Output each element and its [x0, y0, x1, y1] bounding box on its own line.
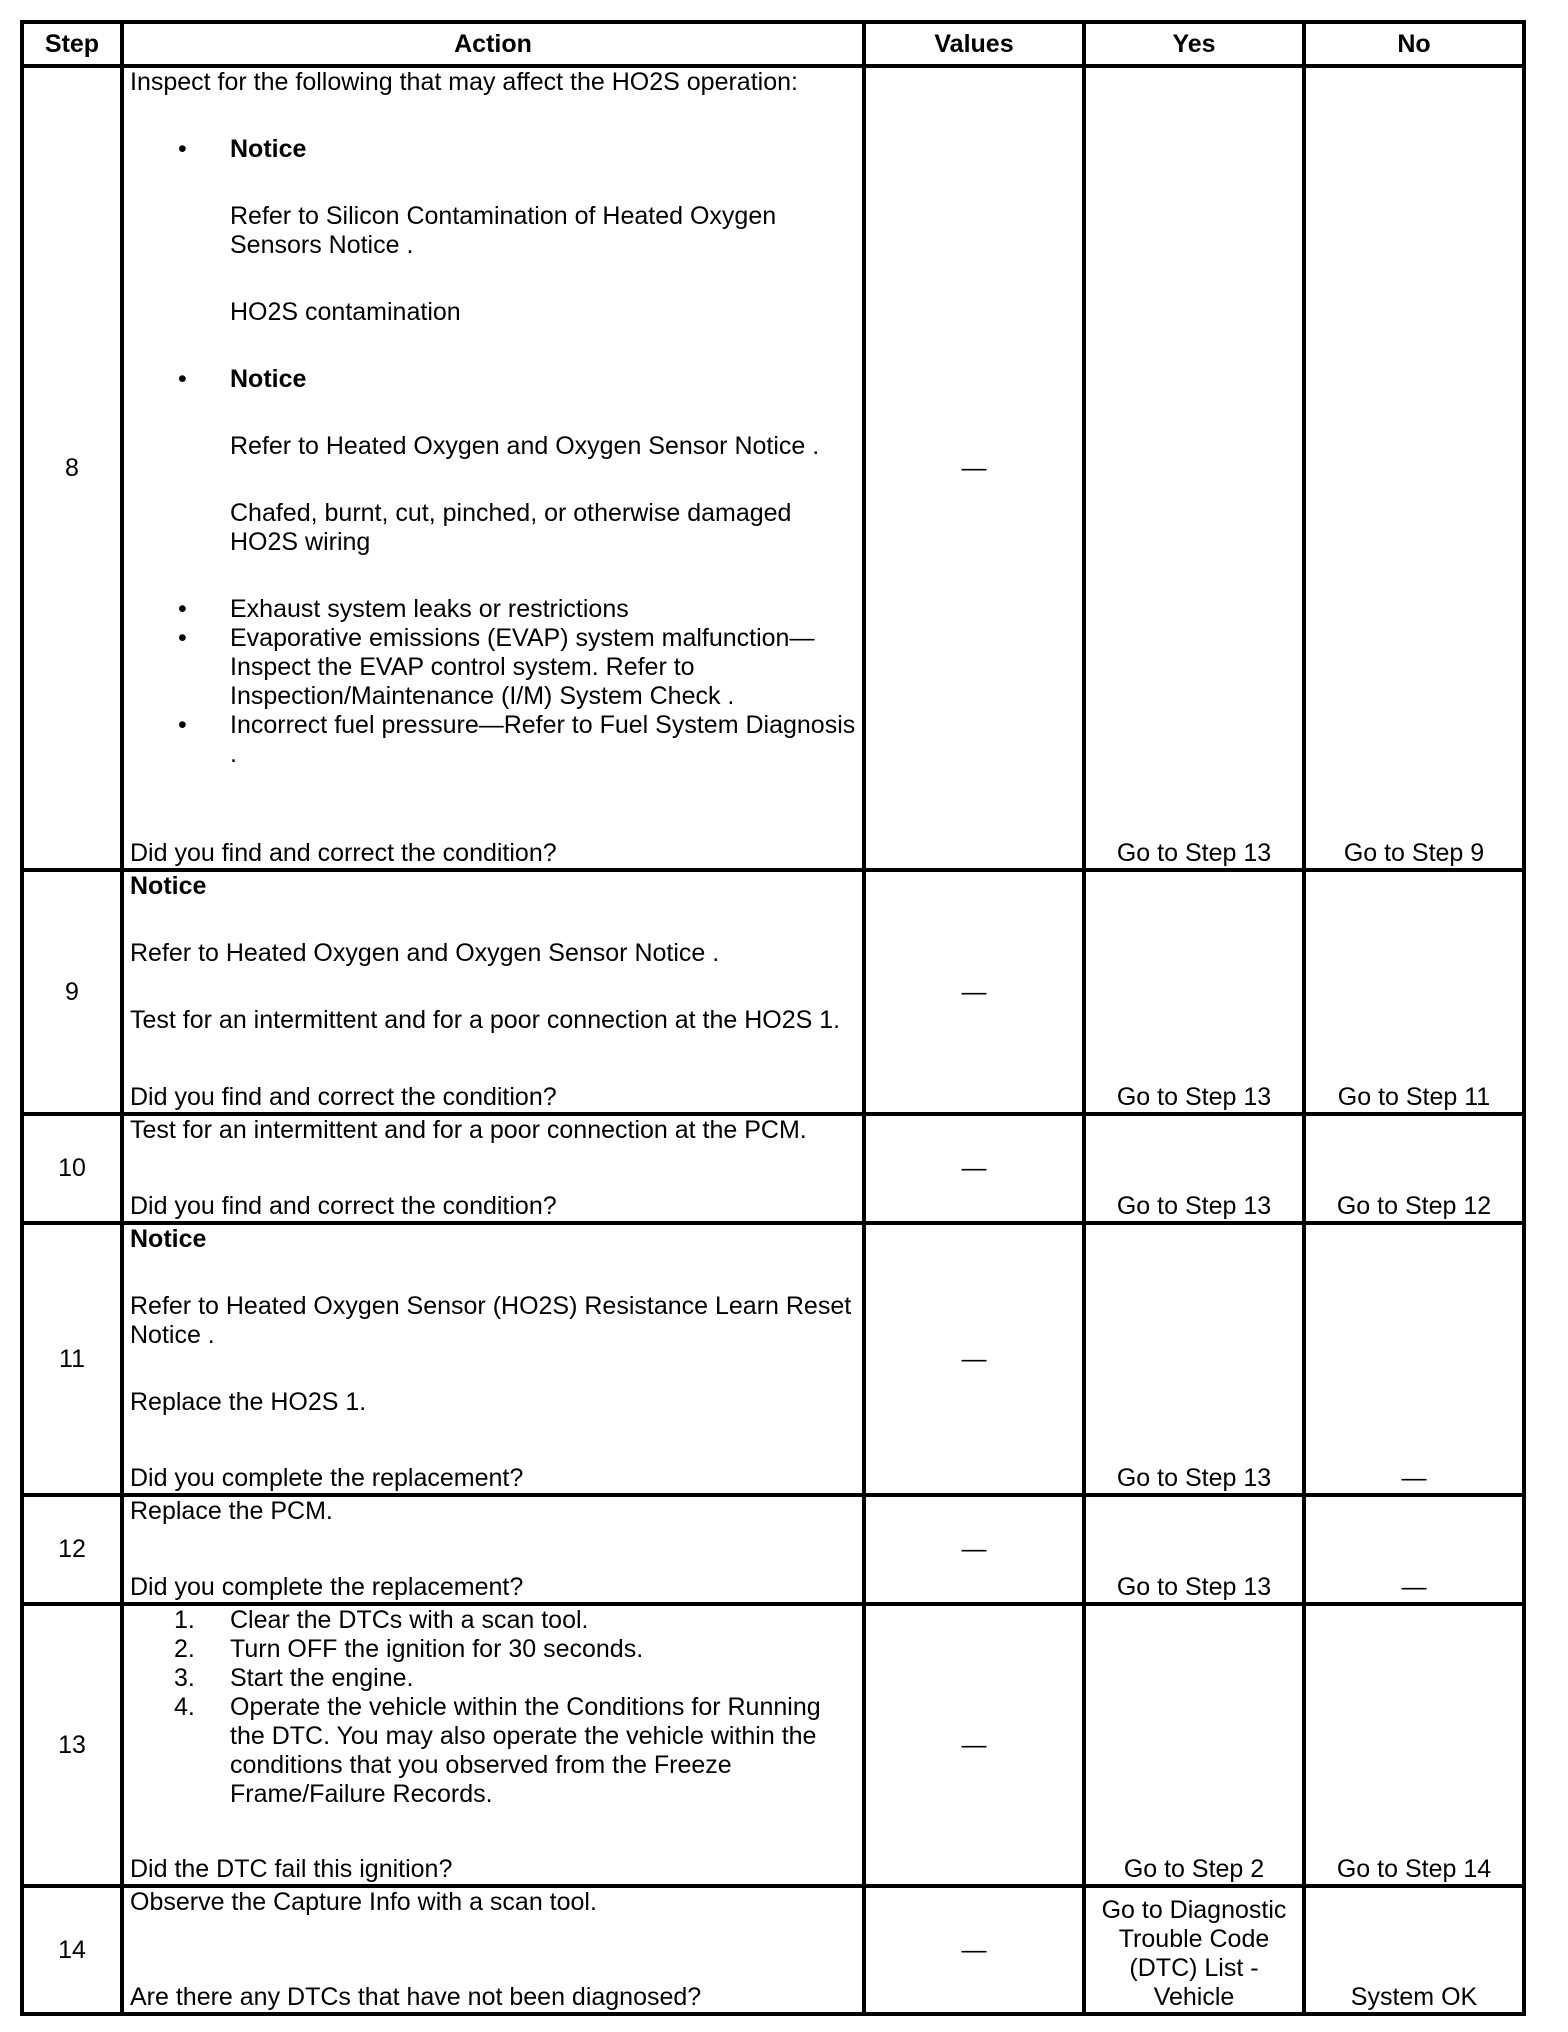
- notice-reference: Refer to Heated Oxygen and Oxygen Sensor Notice .: [230, 432, 820, 460]
- yes-cell: Go to Step 13: [1084, 870, 1304, 1114]
- bullet-icon: •: [178, 365, 187, 393]
- action-text: Test for an intermittent and for a poor connection at the HO2S 1.: [130, 1006, 841, 1034]
- action-cell: [122, 1114, 864, 1223]
- values-cell: —: [864, 1886, 1084, 2014]
- diagnostic-table: [20, 20, 1526, 2016]
- inspection-list: [130, 135, 856, 769]
- no-cell: Go to Step 14: [1304, 1604, 1524, 1886]
- header-values: Values: [864, 22, 1084, 66]
- table-row: [22, 1223, 1524, 1495]
- no-cell: —: [1304, 1495, 1524, 1604]
- list-number: 2.: [174, 1635, 195, 1663]
- action-text: Replace the HO2S 1.: [130, 1388, 367, 1416]
- notice-reference: Refer to Heated Oxygen Sensor (HO2S) Resistance Learn Reset Notice .: [130, 1292, 852, 1349]
- procedure-list: [130, 1606, 856, 1809]
- yes-cell: Go to Step 13: [1084, 1495, 1304, 1604]
- yes-cell: Go to Step 13: [1084, 66, 1304, 870]
- notice-title: Notice: [130, 1225, 207, 1253]
- step-number: 9: [22, 870, 122, 1114]
- action-question: Did you complete the replacement?: [130, 1573, 524, 1601]
- list-item-text: Evaporative emissions (EVAP) system malfunction—Inspect the EVAP control system. Refer to Inspection/Maintenance (I/M) System Check .: [230, 624, 815, 710]
- action-cell: [122, 1223, 864, 1495]
- notice-title: Notice: [130, 872, 207, 900]
- notice-title: Notice: [230, 135, 307, 163]
- bullet-icon: •: [178, 595, 187, 623]
- list-item: [130, 1606, 856, 1635]
- bullet-icon: •: [178, 624, 187, 652]
- header-action: Action: [122, 22, 864, 66]
- values-cell: —: [864, 1604, 1084, 1886]
- action-question: Did the DTC fail this ignition?: [130, 1855, 453, 1883]
- no-cell: Go to Step 12: [1304, 1114, 1524, 1223]
- values-cell: —: [864, 1223, 1084, 1495]
- list-item-text: Chafed, burnt, cut, pinched, or otherwise damaged HO2S wiring: [230, 499, 792, 556]
- list-item-text: Incorrect fuel pressure—Refer to Fuel System Diagnosis .: [230, 711, 856, 768]
- table-row: [22, 1495, 1524, 1604]
- list-item-text: Operate the vehicle within the Conditions for Running the DTC. You may also operate the vehicle within the conditions that you observed from the Freeze Frame/Failure Records.: [230, 1693, 821, 1808]
- action-cell: [122, 870, 864, 1114]
- table-row: [22, 870, 1524, 1114]
- action-intro: Inspect for the following that may affect the HO2S operation:: [130, 68, 798, 96]
- header-yes: Yes: [1084, 22, 1304, 66]
- notice-reference: Refer to Heated Oxygen and Oxygen Sensor Notice .: [130, 939, 720, 967]
- list-item: [130, 135, 856, 365]
- step-number: 12: [22, 1495, 122, 1604]
- yes-cell: Go to Step 2: [1084, 1604, 1304, 1886]
- action-question: Did you find and correct the condition?: [130, 839, 557, 867]
- no-cell: Go to Step 9: [1304, 66, 1524, 870]
- header-row: [22, 22, 1524, 66]
- list-number: 3.: [174, 1664, 195, 1692]
- table-row: [22, 1114, 1524, 1223]
- action-question: Did you find and correct the condition?: [130, 1192, 557, 1220]
- notice-reference: Refer to Silicon Contamination of Heated Oxygen Sensors Notice .: [230, 202, 777, 259]
- bullet-icon: •: [178, 711, 187, 739]
- values-cell: —: [864, 870, 1084, 1114]
- list-item-text: Clear the DTCs with a scan tool.: [230, 1606, 589, 1634]
- action-cell: [122, 1495, 864, 1604]
- values-cell: —: [864, 1114, 1084, 1223]
- yes-cell: Go to Step 13: [1084, 1114, 1304, 1223]
- step-number: 10: [22, 1114, 122, 1223]
- list-item: [130, 624, 856, 711]
- yes-cell: Go to Step 13: [1084, 1223, 1304, 1495]
- list-item-text: Start the engine.: [230, 1664, 414, 1692]
- list-item-text: HO2S contamination: [230, 298, 461, 326]
- list-item: [130, 1664, 856, 1693]
- table-row: [22, 1886, 1524, 2014]
- step-number: 8: [22, 66, 122, 870]
- values-cell: —: [864, 66, 1084, 870]
- list-number: 4.: [174, 1693, 195, 1721]
- list-item: [130, 1693, 856, 1809]
- header-step: Step: [22, 22, 122, 66]
- values-cell: —: [864, 1495, 1084, 1604]
- list-item: [130, 711, 856, 769]
- list-item: [130, 365, 856, 595]
- list-item: [130, 1635, 856, 1664]
- no-cell: System OK: [1304, 1886, 1524, 2014]
- table-row: [22, 1604, 1524, 1886]
- action-question: Did you complete the replacement?: [130, 1464, 524, 1492]
- notice-title: Notice: [230, 365, 307, 393]
- action-text: Test for an intermittent and for a poor connection at the PCM.: [130, 1116, 807, 1144]
- step-number: 14: [22, 1886, 122, 2014]
- header-no: No: [1304, 22, 1524, 66]
- action-text: Replace the PCM.: [130, 1497, 333, 1525]
- step-number: 11: [22, 1223, 122, 1495]
- list-number: 1.: [174, 1606, 195, 1634]
- list-item: [130, 595, 856, 624]
- list-item-text: Exhaust system leaks or restrictions: [230, 595, 629, 623]
- yes-cell: Go to Diagnostic Trouble Code (DTC) List - Vehicle: [1084, 1886, 1304, 2014]
- action-cell: [122, 66, 864, 870]
- action-question: Did you find and correct the condition?: [130, 1083, 557, 1111]
- table-row: [22, 66, 1524, 870]
- action-cell: [122, 1604, 864, 1886]
- action-question: Are there any DTCs that have not been diagnosed?: [130, 1983, 702, 2011]
- list-item-text: Turn OFF the ignition for 30 seconds.: [230, 1635, 644, 1663]
- bullet-icon: •: [178, 135, 187, 163]
- no-cell: Go to Step 11: [1304, 870, 1524, 1114]
- action-cell: [122, 1886, 864, 2014]
- action-text: Observe the Capture Info with a scan tool.: [130, 1888, 597, 1916]
- step-number: 13: [22, 1604, 122, 1886]
- no-cell: —: [1304, 1223, 1524, 1495]
